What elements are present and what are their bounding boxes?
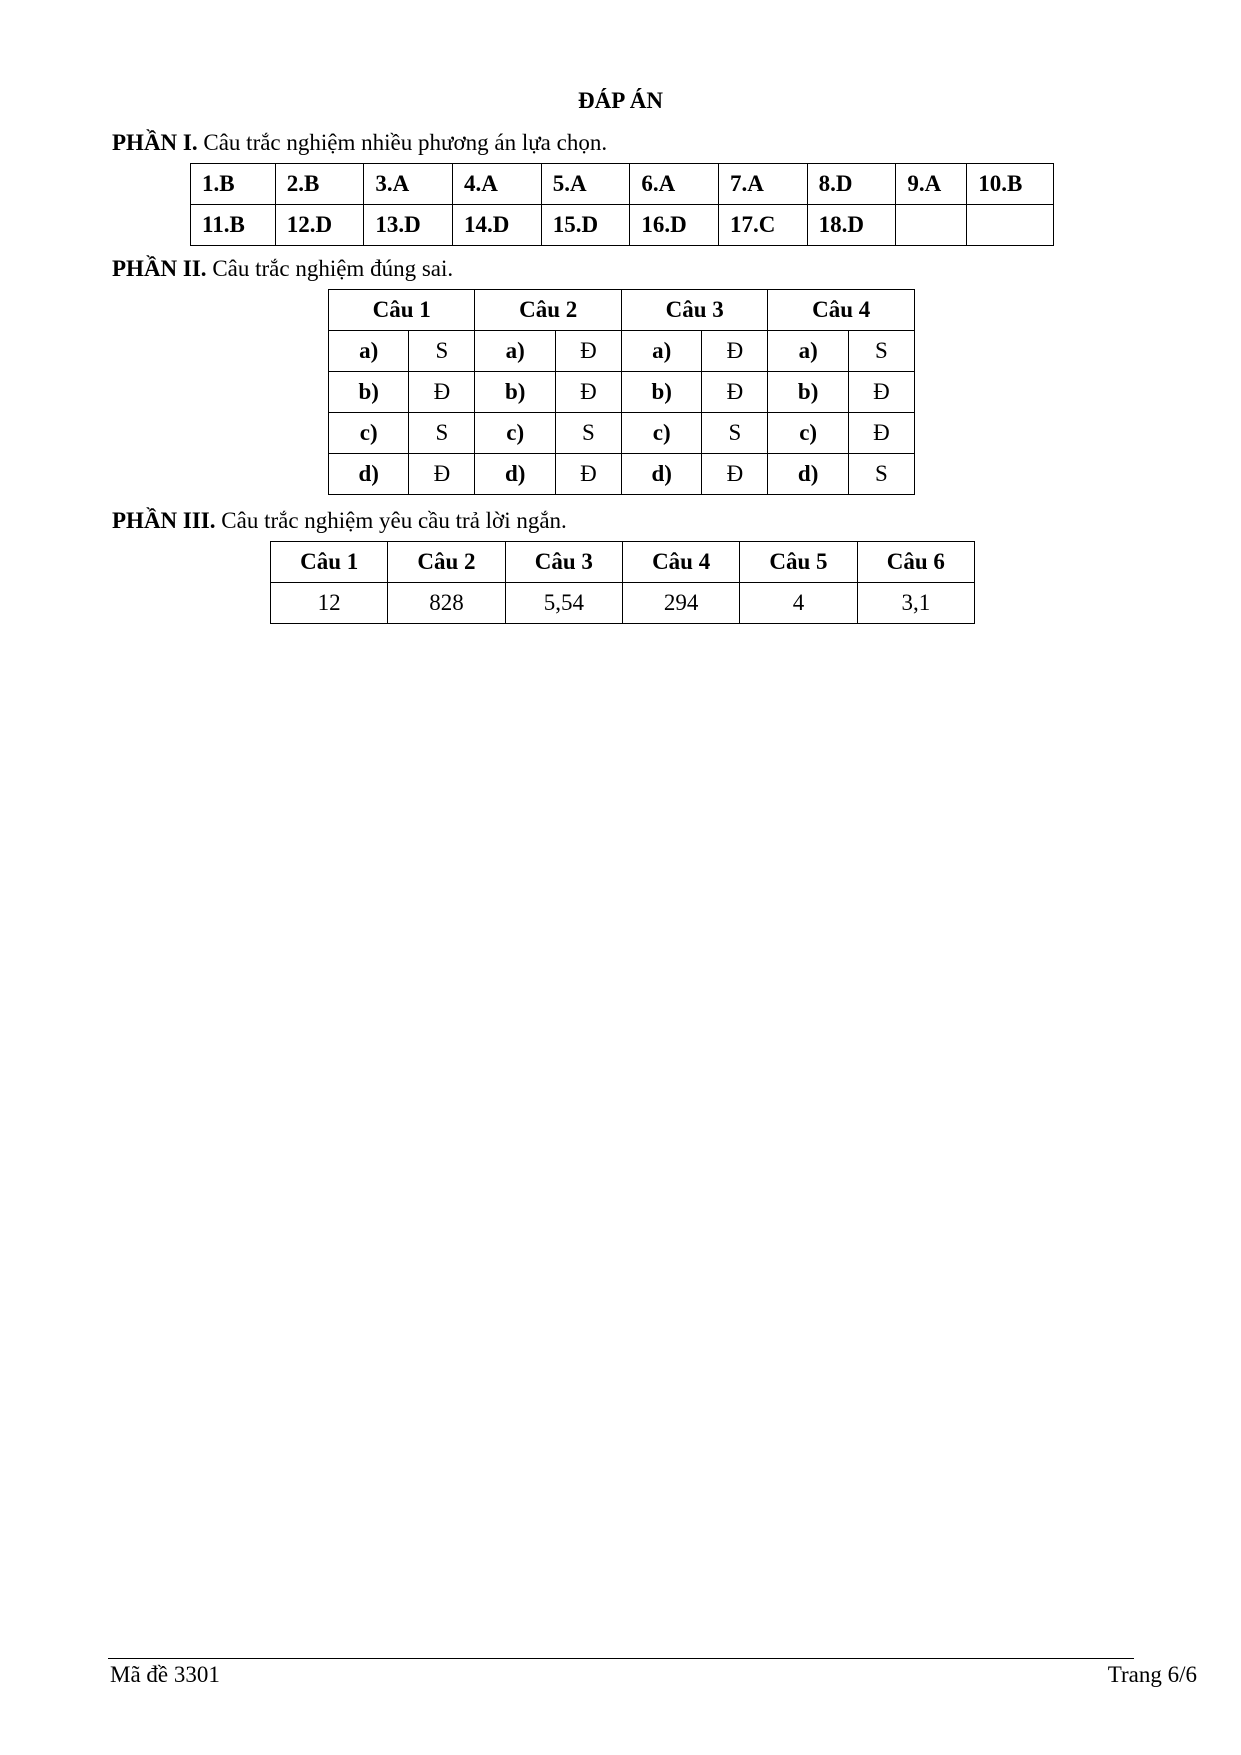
part2-question-header: Câu 1: [329, 290, 475, 331]
part2-statement-label: a): [329, 331, 409, 372]
part2-question-header: Câu 2: [475, 290, 621, 331]
part2-row: [329, 454, 915, 495]
part2-statement-label: c): [329, 413, 409, 454]
part2-answer-cell: S: [848, 454, 914, 495]
part2-statement-label: d): [621, 454, 701, 495]
part2-statement-label: b): [475, 372, 555, 413]
exam-code: Mã đề 3301: [110, 1662, 220, 1687]
part1-answer-cell: 3.A: [364, 164, 453, 205]
part1-row: [191, 164, 1054, 205]
footer-divider: [108, 1658, 1134, 1659]
part2-statement-label: a): [768, 331, 848, 372]
page-title: ĐÁP ÁN: [578, 88, 663, 113]
part2-statement-label: a): [475, 331, 555, 372]
part1-answer-cell: 17.C: [719, 205, 808, 246]
part3-answer-table: [270, 541, 975, 624]
part2-statement-label: b): [621, 372, 701, 413]
part1-answer-cell: 15.D: [541, 205, 630, 246]
part1-answer-cell: 10.B: [967, 164, 1054, 205]
part2-question-header: Câu 4: [768, 290, 915, 331]
part1-answer-cell: 5.A: [541, 164, 630, 205]
part2-answer-cell: Đ: [409, 372, 475, 413]
part3-label: PHẦN III.: [112, 508, 216, 533]
part1-answer-cell: 9.A: [896, 164, 967, 205]
part2-answer-cell: S: [409, 413, 475, 454]
page-number: Trang 6/6: [1107, 1662, 1197, 1687]
part2-row: [329, 331, 915, 372]
part1-answer-cell: 7.A: [719, 164, 808, 205]
part2-answer-cell: Đ: [555, 331, 621, 372]
part2-answer-cell: S: [848, 331, 914, 372]
part2-label: PHẦN II.: [112, 256, 207, 281]
part2-answer-cell: Đ: [702, 331, 768, 372]
part1-answer-table: [190, 163, 1054, 246]
part3-question-header: Câu 1: [271, 542, 388, 583]
part2-statement-label: c): [621, 413, 701, 454]
part2-text: Câu trắc nghiệm đúng sai.: [212, 256, 454, 281]
part1-answer-cell: 2.B: [275, 164, 364, 205]
part3-text: Câu trắc nghiệm yêu cầu trả lời ngắn.: [221, 508, 567, 533]
part1-row: [191, 205, 1054, 246]
part2-answer-cell: Đ: [555, 454, 621, 495]
part1-answer-cell: 11.B: [191, 205, 276, 246]
part2-row: [329, 413, 915, 454]
part2-answer-cell: Đ: [409, 454, 475, 495]
part2-statement-label: c): [475, 413, 555, 454]
part2-header-row: [329, 290, 915, 331]
part1-answer-cell: 16.D: [630, 205, 719, 246]
part2-answer-cell: Đ: [702, 454, 768, 495]
part3-answer-row: [271, 583, 975, 624]
part2-answer-cell: S: [409, 331, 475, 372]
part2-statement-label: d): [475, 454, 555, 495]
part2-row: [329, 372, 915, 413]
part2-statement-label: d): [768, 454, 848, 495]
part3-question-header: Câu 4: [622, 542, 739, 583]
part2-answer-cell: Đ: [848, 372, 914, 413]
part1-heading: [112, 130, 607, 156]
part2-answer-cell: S: [555, 413, 621, 454]
part1-answer-cell: 1.B: [191, 164, 276, 205]
part1-answer-cell: 18.D: [807, 205, 896, 246]
part2-statement-label: b): [329, 372, 409, 413]
part3-question-header: Câu 2: [388, 542, 505, 583]
part1-label: PHẦN I.: [112, 130, 198, 155]
part2-statement-label: a): [621, 331, 701, 372]
part3-answer-cell: 3,1: [857, 583, 974, 624]
part2-statement-label: c): [768, 413, 848, 454]
part3-heading: [112, 508, 567, 534]
part1-text: Câu trắc nghiệm nhiều phương án lựa chọn.: [203, 130, 608, 155]
part3-answer-cell: 294: [622, 583, 739, 624]
part3-question-header: Câu 3: [505, 542, 622, 583]
part2-answer-cell: S: [702, 413, 768, 454]
part2-heading: [112, 256, 453, 282]
part1-answer-cell: 13.D: [364, 205, 453, 246]
part2-answer-table: [328, 289, 915, 495]
part3-answer-cell: 5,54: [505, 583, 622, 624]
part1-answer-cell: 4.A: [453, 164, 542, 205]
part2-question-header: Câu 3: [621, 290, 767, 331]
part3-question-header: Câu 5: [740, 542, 857, 583]
part2-statement-label: b): [768, 372, 848, 413]
part3-answer-cell: 828: [388, 583, 505, 624]
part2-statement-label: d): [329, 454, 409, 495]
part1-answer-cell: [896, 205, 967, 246]
part1-answer-cell: 6.A: [630, 164, 719, 205]
part3-answer-cell: 4: [740, 583, 857, 624]
part3-header-row: [271, 542, 975, 583]
part2-answer-cell: Đ: [555, 372, 621, 413]
part2-answer-cell: Đ: [848, 413, 914, 454]
part3-question-header: Câu 6: [857, 542, 974, 583]
part3-answer-cell: 12: [271, 583, 388, 624]
part1-answer-cell: [967, 205, 1054, 246]
part2-answer-cell: Đ: [702, 372, 768, 413]
part1-answer-cell: 8.D: [807, 164, 896, 205]
part1-answer-cell: 14.D: [453, 205, 542, 246]
part1-answer-cell: 12.D: [275, 205, 364, 246]
